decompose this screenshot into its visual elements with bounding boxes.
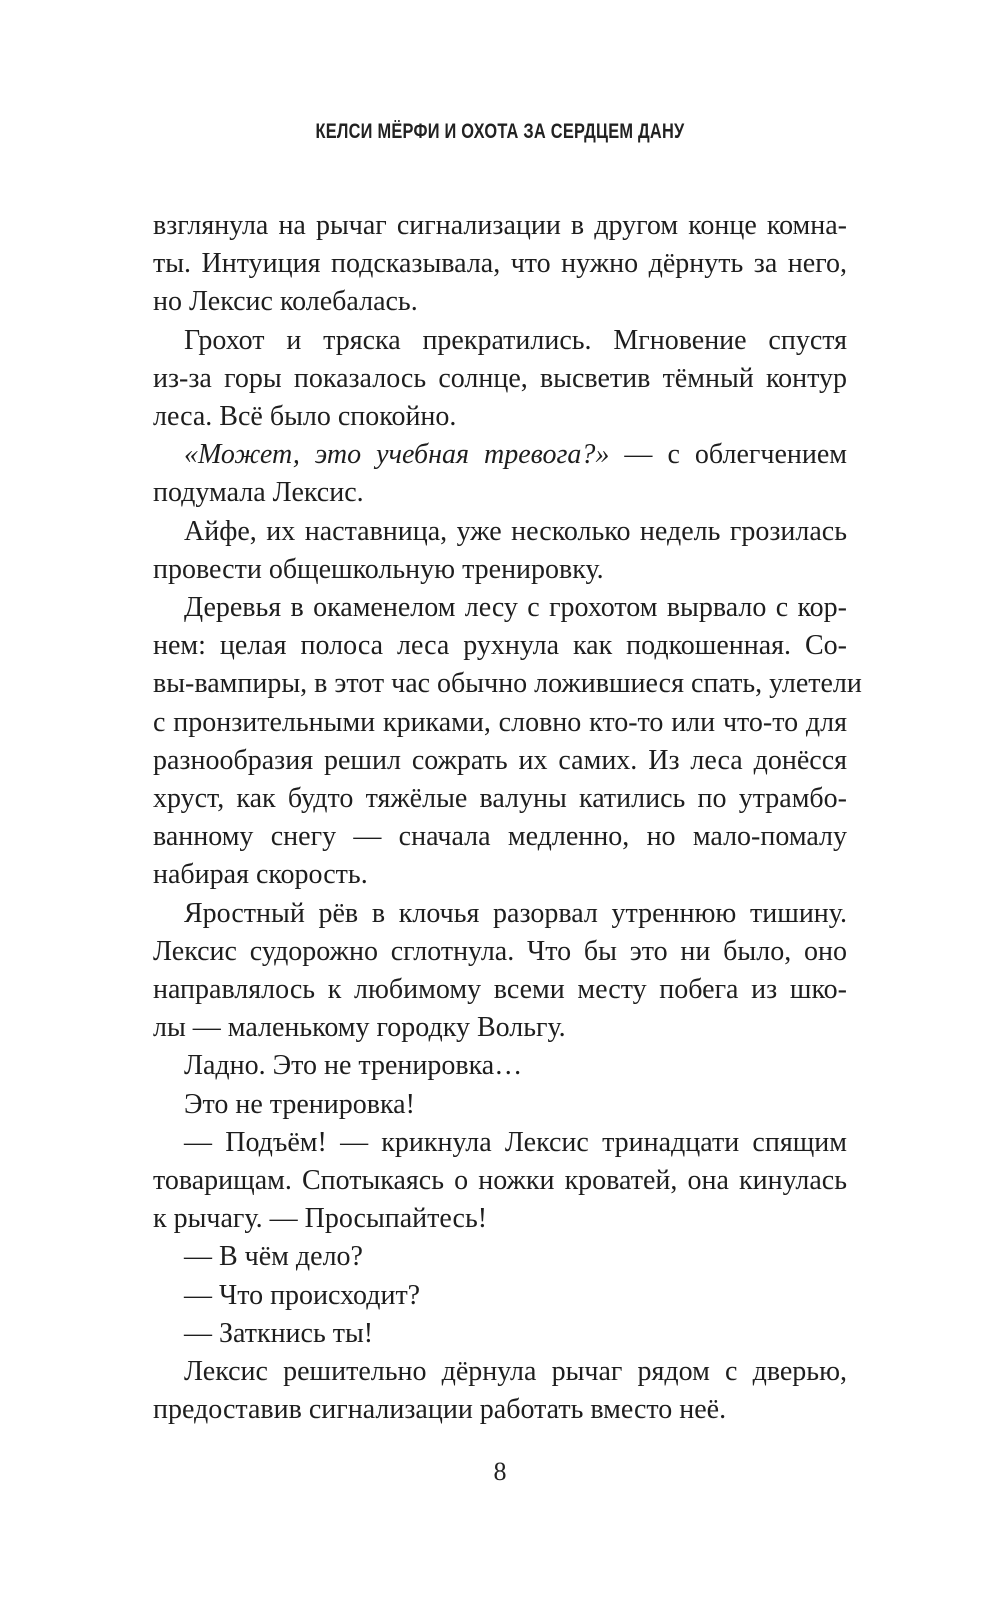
text-line: вы-вампиры, в этот час обычно ложившиеся спать, улетели: [153, 668, 862, 700]
text-line: Лексис решительно дёрнула рычаг рядом с дверью,: [184, 1356, 847, 1388]
paragraph: [153, 1315, 847, 1353]
text-line: Ладно. Это не тренировка…: [184, 1050, 523, 1082]
text-line: нем: целая полоса леса рухнула как подкошенная. Со-: [153, 630, 847, 662]
text-line: но Лексис колебалась.: [153, 286, 418, 318]
paragraph: [153, 1047, 847, 1085]
text-line: с пронзительными криками, словно кто-то или что-то для: [153, 706, 847, 738]
paragraph: [153, 322, 847, 437]
page-number: 8: [493, 1457, 507, 1486]
paragraph: [153, 895, 847, 1048]
text-line: Айфе, их наставница, уже несколько недель грозилась: [184, 515, 847, 547]
text-line: Яростный рёв в клочья разорвал утреннюю тишину.: [184, 897, 847, 929]
text-line: направлялось к любимому всеми месту побега из шко-: [153, 974, 847, 1006]
paragraph: [153, 513, 847, 589]
text-line: Деревья в окаменелом лесу с грохотом вырвало с кор-: [184, 592, 847, 624]
text-line: Это не тренировка!: [184, 1088, 415, 1120]
text-line: — В чём дело?: [184, 1241, 363, 1273]
text-line: хруст, как будто тяжёлые валуны катились по утрамбо-: [153, 783, 847, 815]
text-line: подумала Лексис.: [153, 477, 364, 509]
text-line: — Заткнись ты!: [184, 1317, 374, 1349]
paragraph: [153, 1238, 847, 1276]
body-text: [153, 207, 862, 1430]
text-line: взглянула на рычаг сигнализации в другом конце комна-: [153, 210, 847, 241]
text-fragment: — с облегчением: [609, 439, 847, 471]
paragraph: [153, 1277, 847, 1315]
text-line: ты. Интуиция подсказывала, что нужно дёрнуть за него,: [153, 248, 847, 280]
text-line: лы — маленькому городку Вольгу.: [153, 1012, 566, 1044]
text-line: [153, 436, 847, 474]
text-line: Лексис судорожно сглотнула. Что бы это ни было, оно: [153, 935, 847, 967]
text-line: из-за горы показалось солнце, высветив тёмный контур: [153, 362, 847, 394]
paragraph: [153, 436, 847, 512]
text-line: провести общешкольную тренировку.: [153, 553, 604, 585]
paragraph: [153, 207, 847, 322]
running-head-title: КЕЛСИ МЁРФИ И ОХОТА ЗА СЕРДЦЕМ ДАНУ: [315, 120, 685, 143]
text-line: — Подъём! — крикнула Лексис тринадцати спящим: [184, 1126, 847, 1158]
paragraph: [153, 1124, 847, 1239]
text-line: разнообразия решил сожрать их самих. Из леса донёсся: [153, 744, 847, 776]
paragraph: [153, 589, 862, 895]
text-line: ванному снегу — сначала медленно, но мало-помалу: [153, 821, 847, 853]
text-line: — Что происходит?: [184, 1279, 421, 1311]
text-line: набирая скорость.: [153, 859, 368, 891]
paragraph: [153, 1086, 847, 1124]
text-line: товарищам. Спотыкаясь о ножки кроватей, она кинулась: [153, 1165, 847, 1197]
paragraph: [153, 1353, 847, 1429]
text-line: к рычагу. — Просыпайтесь!: [153, 1203, 488, 1235]
text-line: Грохот и тряска прекратились. Мгновение спустя: [184, 324, 847, 356]
italic-thought: «Может, это учебная тревога?»: [184, 439, 610, 471]
text-line: предоставив сигнализации работать вместо неё.: [153, 1394, 727, 1426]
text-line: леса. Всё было спокойно.: [153, 401, 457, 433]
